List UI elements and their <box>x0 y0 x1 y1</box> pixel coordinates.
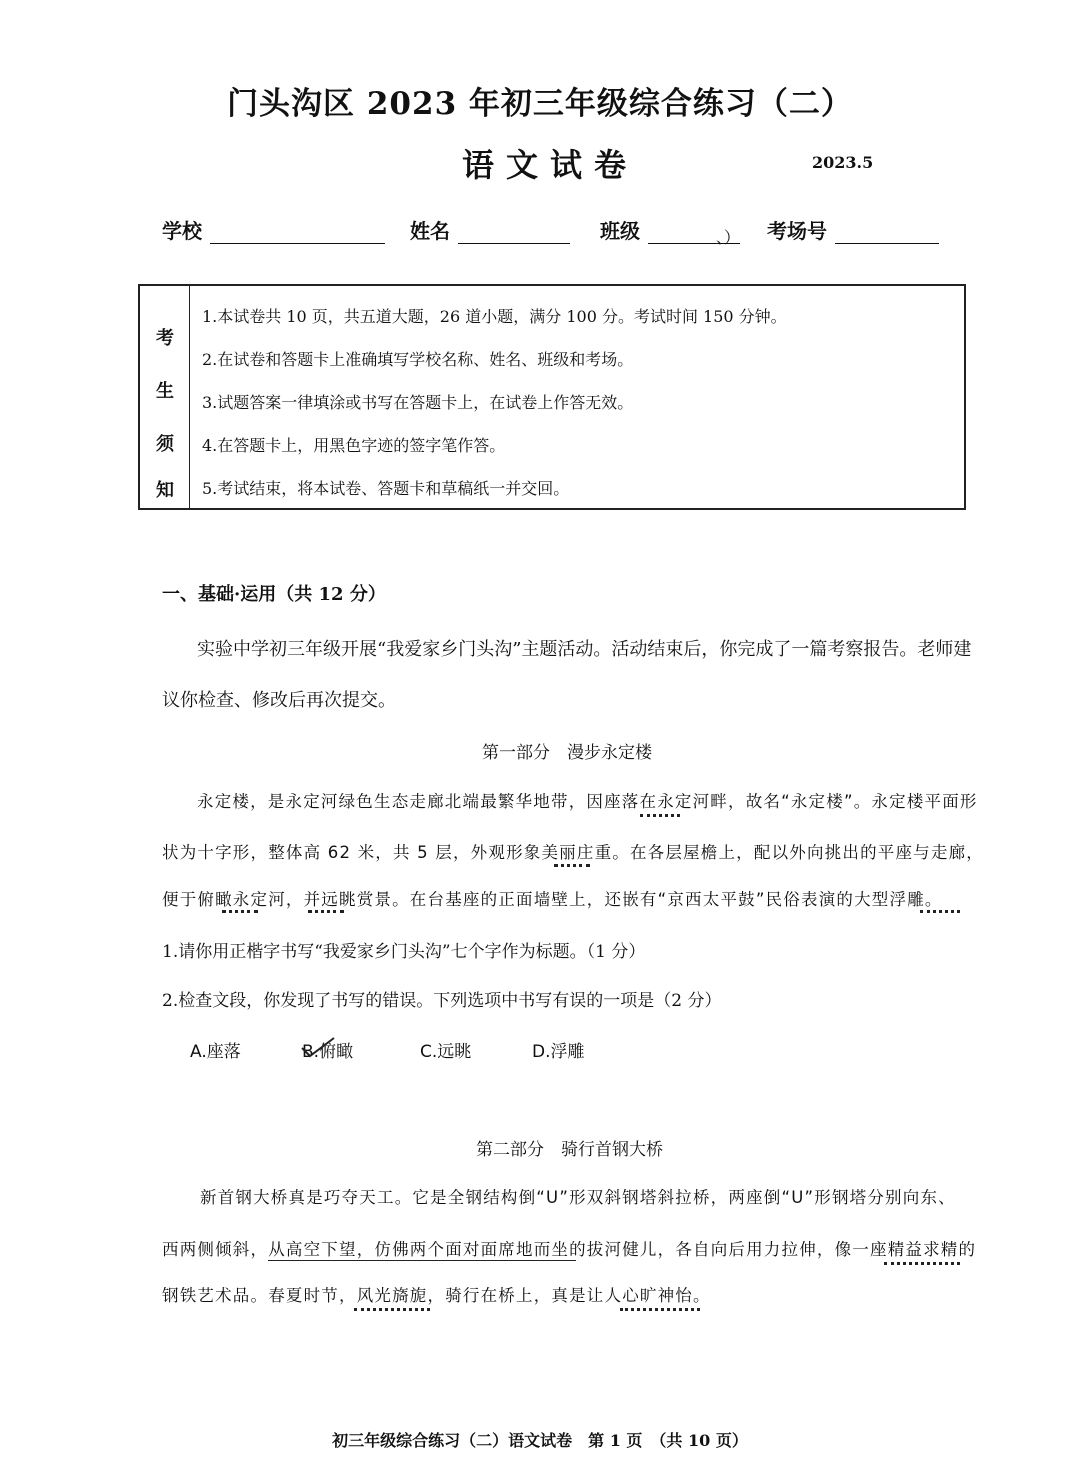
name-label: 姓名 <box>410 219 450 243</box>
exam-notice-box <box>138 284 966 510</box>
emphasis-dots <box>354 1306 430 1311</box>
name-field <box>410 215 570 244</box>
option-a: A.座落 <box>190 1042 241 1062</box>
notice-heading-char: 考 <box>156 328 174 349</box>
intro-paragraph-line: 议你检查、修改后再次提交。 <box>162 690 396 711</box>
section-heading: 一、基础·运用（共 12 分） <box>162 584 386 605</box>
name-blank <box>458 225 570 244</box>
exam-title: 门头沟区 2023 年初三年级综合练习（二） <box>227 86 853 122</box>
question-1: 1.请你用正楷字书写“我爱家乡门头沟”七个字作为标题。（1 分） <box>162 942 646 962</box>
option-c: C.远眺 <box>420 1042 472 1062</box>
school-label: 学校 <box>162 219 202 243</box>
emphasis-dots <box>222 908 258 913</box>
class-blank <box>648 225 740 247</box>
exam-subtitle: 语文试卷 <box>462 146 639 184</box>
emphasis-dots <box>620 1306 700 1311</box>
school-blank <box>210 225 385 244</box>
option-b: B.俯瞰 <box>302 1042 354 1062</box>
exam-room-blank <box>835 225 939 244</box>
emphasis-dots <box>554 862 590 867</box>
notice-heading-char: 须 <box>156 434 174 455</box>
emphasis-dots <box>308 908 344 913</box>
notice-item: 5.考试结束，将本试卷、答题卡和草稿纸一并交回。 <box>202 479 570 498</box>
class-label: 班级 <box>600 219 640 243</box>
part2-line: 钢铁艺术品。春夏时节，风光旖旎，骑行在桥上，真是让人心旷神怡。 <box>162 1286 711 1305</box>
notice-heading-char: 知 <box>156 480 174 501</box>
notice-item: 2.在试卷和答题卡上准确填写学校名称、姓名、班级和考场。 <box>202 350 634 369</box>
part2-line: 西两侧倾斜，从高空下望，仿佛两个面对面席地而坐的拔河健儿，各自向后用力拉伸，像一座精益求精的 <box>162 1240 977 1259</box>
page-footer: 初三年级综合练习（二）语文试卷 第 1 页 （共 10 页） <box>332 1431 748 1450</box>
part1-line: 状为十字形，整体高 62 米，共 5 层，外观形象美丽庄重。在各层屋檐上，配以外向挑出的平座与走廊， <box>162 843 984 862</box>
part1-title: 第一部分 漫步永定楼 <box>482 743 652 763</box>
part2-title: 第二部分 骑行首钢大桥 <box>476 1140 663 1160</box>
part1-line: 便于俯瞰永定河，并远眺赏景。在台基座的正面墙壁上，还嵌有“京西太平鼓”民俗表演的大型浮雕。 <box>162 890 943 909</box>
part1-line: 永定楼，是永定河绿色生态走廊北端最繁华地带，因座落在永定河畔，故名“永定楼”。永定楼平面形 <box>197 792 978 811</box>
exam-date: 2023.5 <box>812 153 874 172</box>
part2-line: 新首钢大桥真是巧夺天工。它是全钢结构倒“U”形双斜钢塔斜拉桥，两座倒“U”形钢塔分别向东、 <box>200 1188 956 1207</box>
answer-tick-mark-icon <box>298 1034 338 1060</box>
emphasis-dots <box>884 1260 960 1265</box>
notice-heading-char: 生 <box>156 381 174 402</box>
option-d: D.浮雕 <box>532 1042 585 1062</box>
class-handwriting: 、） <box>715 228 740 247</box>
intro-paragraph-line: 实验中学初三年级开展“我爱家乡门头沟”主题活动。活动结束后，你完成了一篇考察报告。老师建 <box>197 639 972 660</box>
notice-item: 4.在答题卡上，用黑色字迹的签字笔作答。 <box>202 436 506 455</box>
underline-mark <box>268 1260 576 1261</box>
exam-room-label: 考场号 <box>767 219 827 243</box>
emphasis-dots <box>920 908 960 913</box>
notice-item: 3.试题答案一律填涂或书写在答题卡上，在试卷上作答无效。 <box>202 393 634 412</box>
notice-heading-column <box>140 286 190 508</box>
exam-room-field <box>767 215 939 244</box>
notice-item: 1.本试卷共 10 页，共五道大题，26 道小题，满分 100 分。考试时间 150 分钟。 <box>202 307 787 326</box>
class-field <box>600 215 740 247</box>
school-field <box>162 215 385 244</box>
question-2: 2.检查文段，你发现了书写的错误。下列选项中书写有误的一项是（2 分） <box>162 991 722 1011</box>
emphasis-dots <box>640 812 680 817</box>
